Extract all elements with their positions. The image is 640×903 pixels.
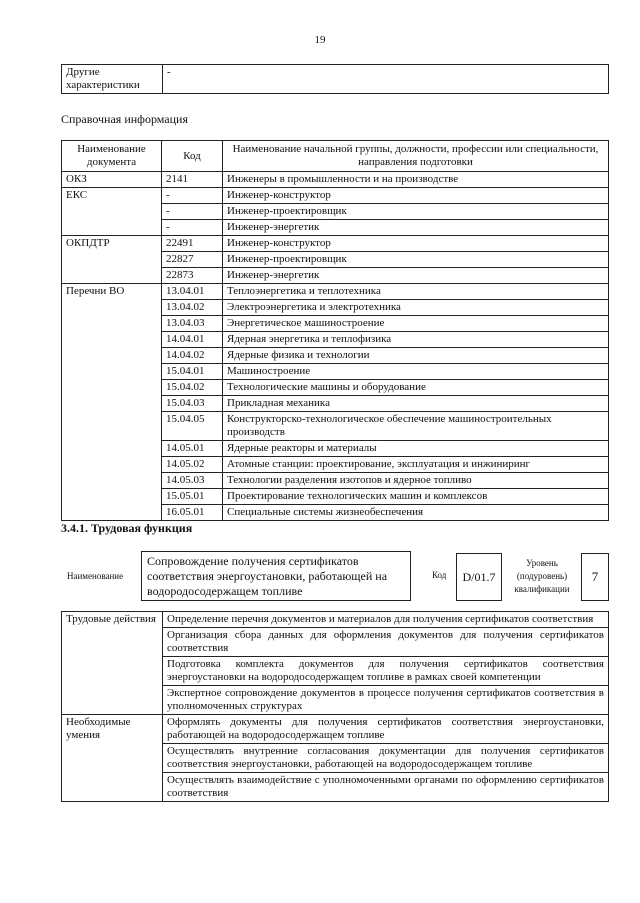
table-row: [62, 412, 609, 441]
table-row: [62, 348, 609, 364]
required-skill-item: Осуществлять взаимодействие с уполномоченными органами по оформлению сертификатов соответствия: [163, 773, 609, 802]
ref-cell-name: Конструкторско-технологическое обеспечение машиностроительных производств: [223, 412, 609, 441]
ref-cell-name: Ядерная энергетика и теплофизика: [223, 332, 609, 348]
ref-cell-name: Инженер-проектировщик: [223, 204, 609, 220]
ref-cell-code: 22491: [162, 236, 223, 252]
ref-cell-name: Инженер-проектировщик: [223, 252, 609, 268]
ref-cell-doc: [62, 332, 162, 348]
function-name-box: Сопровождение получения сертификатов соответствия энергоустановки, работающей на водородосодержащем топливе: [141, 551, 411, 601]
table-row: [62, 220, 609, 236]
ref-cell-name: Технологические машины и оборудование: [223, 380, 609, 396]
table-row: [62, 441, 609, 457]
ref-cell-doc: [62, 505, 162, 521]
page-number: 19: [314, 34, 326, 46]
labor-action-item: Определение перечня документов и материалов для получения сертификатов соответствия: [163, 612, 609, 628]
ref-cell-doc: [62, 396, 162, 412]
labor-action-item: Подготовка комплекта документов для получения сертификатов соответствия энергоустановки на водородосодержащем топливе в рамках своей компетенции: [163, 657, 609, 686]
other-characteristics-value: -: [163, 65, 609, 94]
ref-cell-name: Инженер-энергетик: [223, 268, 609, 284]
ref-cell-doc: [62, 316, 162, 332]
function-code-label: Код: [432, 570, 447, 580]
reference-table-body: [62, 172, 609, 521]
ref-header-name: Наименование начальной группы, должности, профессии или специальности, направления подготовки: [223, 141, 609, 172]
table-row: [62, 380, 609, 396]
table-row: [62, 489, 609, 505]
ref-cell-code: -: [162, 204, 223, 220]
table-row: [62, 252, 609, 268]
ref-cell-code: 15.04.03: [162, 396, 223, 412]
ref-cell-code: 15.04.05: [162, 412, 223, 441]
ref-cell-code: 15.04.02: [162, 380, 223, 396]
ref-cell-name: Машиностроение: [223, 364, 609, 380]
reference-table: [61, 140, 609, 521]
table-row: [62, 172, 609, 188]
ref-header-code: Код: [162, 141, 223, 172]
reference-heading: Справочная информация: [61, 112, 188, 126]
ref-cell-doc: [62, 348, 162, 364]
ref-cell-name: Инженеры в промышленности и на производстве: [223, 172, 609, 188]
function-table-body: [62, 612, 609, 802]
ref-cell-name: Электроэнергетика и электротехника: [223, 300, 609, 316]
ref-cell-name: Проектирование технологических машин и комплексов: [223, 489, 609, 505]
ref-cell-doc: [62, 489, 162, 505]
ref-cell-code: -: [162, 220, 223, 236]
ref-cell-code: -: [162, 188, 223, 204]
ref-cell-doc: [62, 252, 162, 268]
ref-cell-doc: ОКПДТР: [62, 236, 162, 252]
table-row: [62, 268, 609, 284]
ref-cell-doc: [62, 457, 162, 473]
required-skill-item: Осуществлять внутренние согласования документации для получения сертификатов соответствия энергоустановки, работающей на водородосодержащем топливе: [163, 744, 609, 773]
ref-cell-name: Специальные системы жизнеобеспечения: [223, 505, 609, 521]
table-row: [62, 364, 609, 380]
ref-cell-name: Инженер-конструктор: [223, 188, 609, 204]
table-row: [62, 457, 609, 473]
table-row: [62, 715, 609, 744]
ref-cell-name: Теплоэнергетика и теплотехника: [223, 284, 609, 300]
ref-cell-code: 14.05.03: [162, 473, 223, 489]
ref-cell-name: Инженер-энергетик: [223, 220, 609, 236]
required-skill-item: Оформлять документы для получения сертификатов соответствия энергоустановки, работающей на водородосодержащем топливе: [163, 715, 609, 744]
ref-cell-doc: [62, 220, 162, 236]
function-name-label: Наименование: [67, 571, 124, 581]
other-characteristics-table: [61, 64, 609, 94]
ref-cell-name: Инженер-конструктор: [223, 236, 609, 252]
required-skill-label: Необходимые умения: [62, 715, 163, 802]
ref-cell-name: Ядерные физика и технологии: [223, 348, 609, 364]
ref-cell-code: 13.04.01: [162, 284, 223, 300]
labor-action-label: Трудовые действия: [62, 612, 163, 715]
ref-cell-code: 13.04.03: [162, 316, 223, 332]
ref-cell-code: 22873: [162, 268, 223, 284]
table-row: [62, 612, 609, 628]
table-row: [62, 188, 609, 204]
reference-header-row: [62, 141, 609, 172]
labor-action-item: Организация сбора данных для оформления документов для получения сертификатов соответствия: [163, 628, 609, 657]
table-row: [62, 332, 609, 348]
ref-cell-code: 14.05.02: [162, 457, 223, 473]
ref-cell-code: 15.05.01: [162, 489, 223, 505]
table-row: [62, 473, 609, 489]
ref-cell-doc: [62, 268, 162, 284]
ref-cell-name: Ядерные реакторы и материалы: [223, 441, 609, 457]
ref-header-doc: Наименование документа: [62, 141, 162, 172]
ref-cell-doc: [62, 441, 162, 457]
ref-cell-name: Атомные станции: проектирование, эксплуатация и инжиниринг: [223, 457, 609, 473]
table-row: [62, 204, 609, 220]
ref-cell-code: 15.04.01: [162, 364, 223, 380]
table-row: [62, 300, 609, 316]
ref-cell-code: 13.04.02: [162, 300, 223, 316]
ref-cell-doc: ЕКС: [62, 188, 162, 204]
ref-cell-code: 2141: [162, 172, 223, 188]
ref-cell-doc: [62, 412, 162, 441]
ref-cell-doc: Перечни ВО: [62, 284, 162, 300]
ref-cell-doc: [62, 204, 162, 220]
qualification-level-label: Уровень (подуровень) квалификации: [514, 558, 570, 594]
ref-cell-code: 16.05.01: [162, 505, 223, 521]
ref-cell-name: Прикладная механика: [223, 396, 609, 412]
table-row: [62, 316, 609, 332]
qualification-level-box: 7: [581, 553, 609, 601]
ref-cell-doc: [62, 380, 162, 396]
ref-cell-doc: [62, 300, 162, 316]
ref-cell-code: 22827: [162, 252, 223, 268]
ref-cell-name: Энергетическое машиностроение: [223, 316, 609, 332]
other-characteristics-label: Другие характеристики: [62, 65, 163, 94]
function-table: [61, 611, 609, 802]
ref-cell-code: 14.04.02: [162, 348, 223, 364]
ref-cell-code: 14.05.01: [162, 441, 223, 457]
table-row: [62, 396, 609, 412]
ref-cell-doc: [62, 473, 162, 489]
table-row: [62, 505, 609, 521]
function-heading: 3.4.1. Трудовая функция: [61, 521, 193, 535]
ref-cell-name: Технологии разделения изотопов и ядерное топливо: [223, 473, 609, 489]
labor-action-item: Экспертное сопровождение документов в процессе получения сертификатов соответствия в уполномоченных структурах: [163, 686, 609, 715]
table-row: [62, 284, 609, 300]
ref-cell-doc: ОКЗ: [62, 172, 162, 188]
table-row: [62, 236, 609, 252]
function-code-box: D/01.7: [456, 553, 502, 601]
ref-cell-code: 14.04.01: [162, 332, 223, 348]
ref-cell-doc: [62, 364, 162, 380]
